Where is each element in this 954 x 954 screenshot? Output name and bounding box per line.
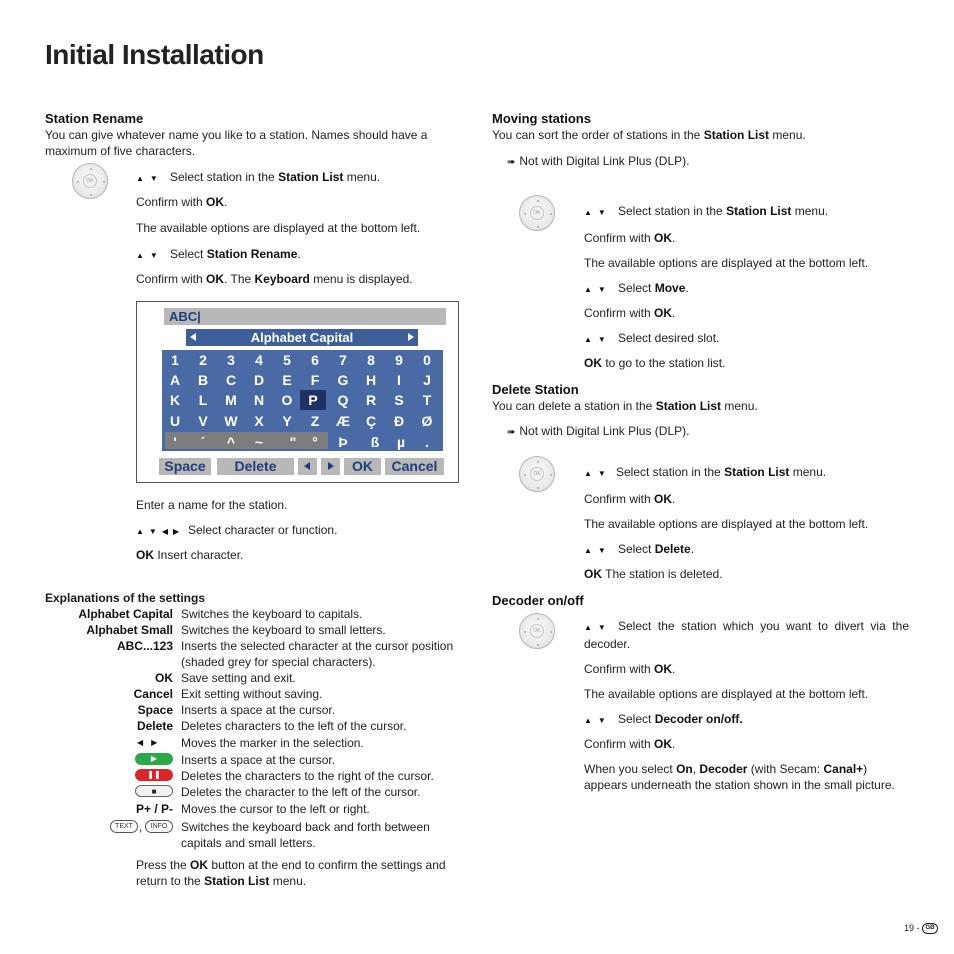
explanation-label: Alphabet Capital bbox=[78, 607, 173, 621]
mode-right-arrow-icon[interactable] bbox=[408, 333, 414, 341]
decoder-step1: ▲▼ Select the station which you want to divert via the decoder. bbox=[584, 619, 909, 651]
moving-intro: You can sort the order of stations in the Station List menu. bbox=[492, 128, 806, 142]
explanation-desc: Moves the marker in the selection. bbox=[181, 736, 364, 750]
station-rename-intro: You can give whatever name you like to a station. Names should have a maximum of five characters. bbox=[45, 128, 428, 158]
key[interactable]: 6 bbox=[311, 352, 319, 368]
explanation-desc: Exit setting without saving. bbox=[181, 687, 323, 701]
closing-text: Press the OK button at the end to confirm the settings and return to the Station List menu. bbox=[136, 858, 446, 888]
remote-navigation-icon: OK bbox=[72, 163, 108, 199]
up-down-arrows-icon: ▲▼ bbox=[584, 335, 612, 344]
keyboard-cancel-button[interactable]: Cancel bbox=[385, 458, 444, 475]
key[interactable]: 3 bbox=[227, 352, 235, 368]
key[interactable]: D bbox=[253, 372, 265, 388]
explanation-label: ABC...123 bbox=[116, 639, 173, 653]
red-button-icon: ❚❚ bbox=[135, 769, 173, 781]
keyboard-mode-label: Alphabet Capital bbox=[250, 330, 354, 345]
keyboard-input-field[interactable]: ABC| bbox=[164, 308, 446, 325]
key[interactable]: W bbox=[224, 413, 238, 429]
keyboard-mode-selector[interactable] bbox=[186, 329, 418, 346]
key[interactable]: 2 bbox=[199, 352, 207, 368]
keyboard-cursor-left-button[interactable] bbox=[298, 458, 317, 475]
explanation-desc: Inserts a space at the cursor. bbox=[181, 703, 336, 717]
stop-button-icon: ■ bbox=[135, 785, 173, 797]
cursor-left-arrow-icon bbox=[304, 462, 310, 470]
explanation-desc: Save setting and exit. bbox=[181, 671, 296, 685]
explanation-desc: Deletes characters to the left of the cursor. bbox=[181, 719, 407, 733]
key[interactable]: 1 bbox=[171, 352, 179, 368]
keyboard-delete-button[interactable]: Delete bbox=[217, 458, 294, 475]
select-character-text: ▲▼◀▶ Select character or function. bbox=[136, 522, 337, 540]
delete-step2: ▲▼ Select Delete. bbox=[584, 541, 694, 559]
key[interactable]: ´ bbox=[200, 434, 206, 450]
left-right-arrows-icon: ◀▶ bbox=[137, 738, 166, 747]
keyboard-row bbox=[162, 411, 443, 431]
explanation-label: Space bbox=[137, 703, 173, 717]
explanations-heading: Explanations of the settings bbox=[45, 591, 206, 605]
decoder-options-text: The available options are displayed at the bottom left. bbox=[584, 687, 869, 701]
key[interactable]: Y bbox=[282, 413, 292, 429]
info-key-icon: INFO bbox=[145, 820, 173, 833]
key[interactable]: V bbox=[198, 413, 208, 429]
key[interactable]: U bbox=[169, 413, 181, 429]
key[interactable]: 8 bbox=[367, 352, 375, 368]
rename-confirm2: Confirm with OK. The Keyboard menu is displayed. bbox=[136, 272, 413, 286]
key[interactable]: C bbox=[225, 372, 237, 388]
rename-options-text: The available options are displayed at the bottom left. bbox=[136, 221, 421, 235]
keyboard-row bbox=[162, 390, 443, 410]
decoder-confirm1: Confirm with OK. bbox=[584, 662, 676, 676]
up-down-arrows-icon: ▲▼ bbox=[584, 623, 612, 632]
four-way-arrows-icon: ▲▼◀▶ bbox=[136, 527, 185, 536]
key[interactable]: K bbox=[169, 392, 181, 408]
rename-step2: ▲▼ Select Station Rename. bbox=[136, 246, 301, 264]
comma-separator: , bbox=[139, 820, 143, 834]
key[interactable]: ß bbox=[370, 434, 380, 450]
key[interactable]: L bbox=[198, 392, 208, 408]
decoder-final: When you select On, Decoder (with Secam: Canal+) appears underneath the station shown in the small picture. bbox=[584, 762, 895, 792]
delete-intro: You can delete a station in the Station List menu. bbox=[492, 399, 758, 413]
remote-navigation-icon: OK bbox=[519, 195, 555, 231]
key[interactable]: 4 bbox=[255, 352, 263, 368]
explanation-label: Cancel bbox=[133, 687, 173, 701]
key[interactable]: G bbox=[337, 372, 349, 388]
key[interactable]: 7 bbox=[339, 352, 347, 368]
keyboard-row bbox=[162, 432, 443, 452]
explanation-label: Delete bbox=[136, 719, 173, 733]
cursor-right-arrow-icon bbox=[328, 462, 334, 470]
key[interactable]: Þ bbox=[338, 434, 348, 450]
delete-step1: ▲▼ Select station in the Station List menu. bbox=[584, 464, 826, 482]
explanation-desc: Inserts a space at the cursor. bbox=[181, 753, 336, 767]
key[interactable]: X bbox=[254, 413, 264, 429]
key[interactable]: ^ bbox=[226, 434, 236, 450]
explanation-label: Alphabet Small bbox=[86, 623, 173, 637]
key[interactable]: J bbox=[423, 372, 431, 388]
decoder-heading: Decoder on/off bbox=[492, 593, 584, 608]
explanation-desc: Inserts the selected character at the cursor position (shaded grey for special characters). bbox=[181, 639, 454, 669]
page-title: Initial Installation bbox=[45, 39, 264, 70]
explanation-label: P+ / P- bbox=[135, 802, 173, 816]
explanation-desc: Switches the keyboard back and forth between capitals and small letters. bbox=[181, 820, 430, 850]
up-down-arrows-icon: ▲▼ bbox=[136, 174, 164, 183]
explanation-desc: Moves the cursor to the left or right. bbox=[181, 802, 370, 816]
key[interactable]: ° bbox=[312, 434, 318, 450]
delete-station-heading: Delete Station bbox=[492, 382, 579, 397]
key[interactable]: Ç bbox=[365, 413, 377, 429]
key[interactable]: . bbox=[425, 434, 429, 450]
key[interactable]: ~ bbox=[254, 434, 264, 450]
key[interactable]: I bbox=[397, 372, 401, 388]
key[interactable]: 9 bbox=[395, 352, 403, 368]
explanation-desc: Deletes the characters to the right of the cursor. bbox=[181, 769, 434, 783]
keyboard-ok-button[interactable]: OK bbox=[344, 458, 381, 475]
country-badge: GB bbox=[922, 923, 938, 934]
moving-step3: ▲▼ Select desired slot. bbox=[584, 330, 719, 348]
key[interactable]: ' bbox=[173, 434, 177, 450]
key[interactable]: Ø bbox=[421, 413, 433, 429]
note-arrow-icon: ➠ bbox=[507, 157, 516, 168]
mode-left-arrow-icon[interactable] bbox=[190, 333, 196, 341]
up-down-arrows-icon: ▲▼ bbox=[584, 285, 612, 294]
decoder-confirm2: Confirm with OK. bbox=[584, 737, 676, 751]
delete-final: OK The station is deleted. bbox=[584, 567, 723, 581]
key[interactable]: Z bbox=[310, 413, 320, 429]
explanation-desc: Switches the keyboard to small letters. bbox=[181, 623, 386, 637]
explanation-label: OK bbox=[155, 671, 173, 685]
key[interactable]: " bbox=[289, 434, 297, 450]
enter-name-text: Enter a name for the station. bbox=[136, 498, 288, 512]
key[interactable]: B bbox=[197, 372, 209, 388]
key[interactable]: µ bbox=[396, 434, 406, 450]
key[interactable]: S bbox=[394, 392, 404, 408]
rename-step1: ▲▼ Select station in the Station List menu. bbox=[136, 169, 380, 187]
keyboard-row bbox=[162, 350, 443, 370]
moving-options-text: The available options are displayed at the bottom left. bbox=[584, 256, 869, 270]
moving-stations-heading: Moving stations bbox=[492, 111, 591, 126]
moving-confirm1: Confirm with OK. bbox=[584, 231, 676, 245]
decoder-step2: ▲▼ Select Decoder on/off. bbox=[584, 711, 743, 729]
key[interactable]: Æ bbox=[336, 413, 350, 429]
key[interactable]: 0 bbox=[423, 352, 431, 368]
key[interactable]: Q bbox=[337, 392, 349, 408]
key[interactable]: T bbox=[422, 392, 432, 408]
up-down-arrows-icon: ▲▼ bbox=[584, 716, 612, 725]
key[interactable]: 5 bbox=[283, 352, 291, 368]
up-down-arrows-icon: ▲▼ bbox=[584, 208, 612, 217]
moving-final: OK to go to the station list. bbox=[584, 356, 726, 370]
keyboard-space-button[interactable]: Space bbox=[159, 458, 211, 475]
delete-confirm1: Confirm with OK. bbox=[584, 492, 676, 506]
moving-note: ➠ Not with Digital Link Plus (DLP). bbox=[507, 154, 690, 168]
up-down-arrows-icon: ▲▼ bbox=[136, 251, 164, 260]
remote-navigation-icon: OK bbox=[519, 613, 555, 649]
station-rename-heading: Station Rename bbox=[45, 111, 144, 126]
keyboard-cursor-right-button[interactable] bbox=[321, 458, 340, 475]
keyboard-key-grid bbox=[162, 350, 443, 451]
key[interactable]: H bbox=[365, 372, 377, 388]
moving-step1: ▲▼ Select station in the Station List menu. bbox=[584, 203, 828, 221]
key[interactable]: M bbox=[225, 392, 237, 408]
key[interactable]: N bbox=[253, 392, 265, 408]
note-arrow-icon: ➠ bbox=[507, 427, 516, 438]
key[interactable]: E bbox=[282, 372, 292, 388]
keyboard-row bbox=[162, 370, 443, 390]
page-number: 19 - GB bbox=[904, 920, 938, 936]
explanation-desc: Deletes the character to the left of the cursor. bbox=[181, 785, 421, 799]
key[interactable]: F bbox=[310, 372, 320, 388]
moving-confirm2: Confirm with OK. bbox=[584, 306, 676, 320]
green-button-icon: ▶ bbox=[135, 753, 173, 765]
moving-step2: ▲▼ Select Move. bbox=[584, 280, 689, 298]
key[interactable]: A bbox=[169, 372, 181, 388]
up-down-arrows-icon: ▲▼ bbox=[584, 546, 612, 555]
delete-options-text: The available options are displayed at the bottom left. bbox=[584, 517, 869, 531]
key[interactable]: R bbox=[365, 392, 377, 408]
key-selected[interactable]: P bbox=[300, 390, 326, 410]
insert-character-text: OK Insert character. bbox=[136, 548, 244, 562]
key[interactable]: Ð bbox=[393, 413, 405, 429]
up-down-arrows-icon: ▲▼ bbox=[584, 469, 612, 478]
explanation-desc: Switches the keyboard to capitals. bbox=[181, 607, 363, 621]
remote-navigation-icon: OK bbox=[519, 456, 555, 492]
delete-note: ➠ Not with Digital Link Plus (DLP). bbox=[507, 424, 690, 438]
text-key-icon: TEXT bbox=[110, 820, 138, 833]
key[interactable]: O bbox=[281, 392, 293, 408]
rename-confirm1: Confirm with OK. bbox=[136, 195, 228, 209]
